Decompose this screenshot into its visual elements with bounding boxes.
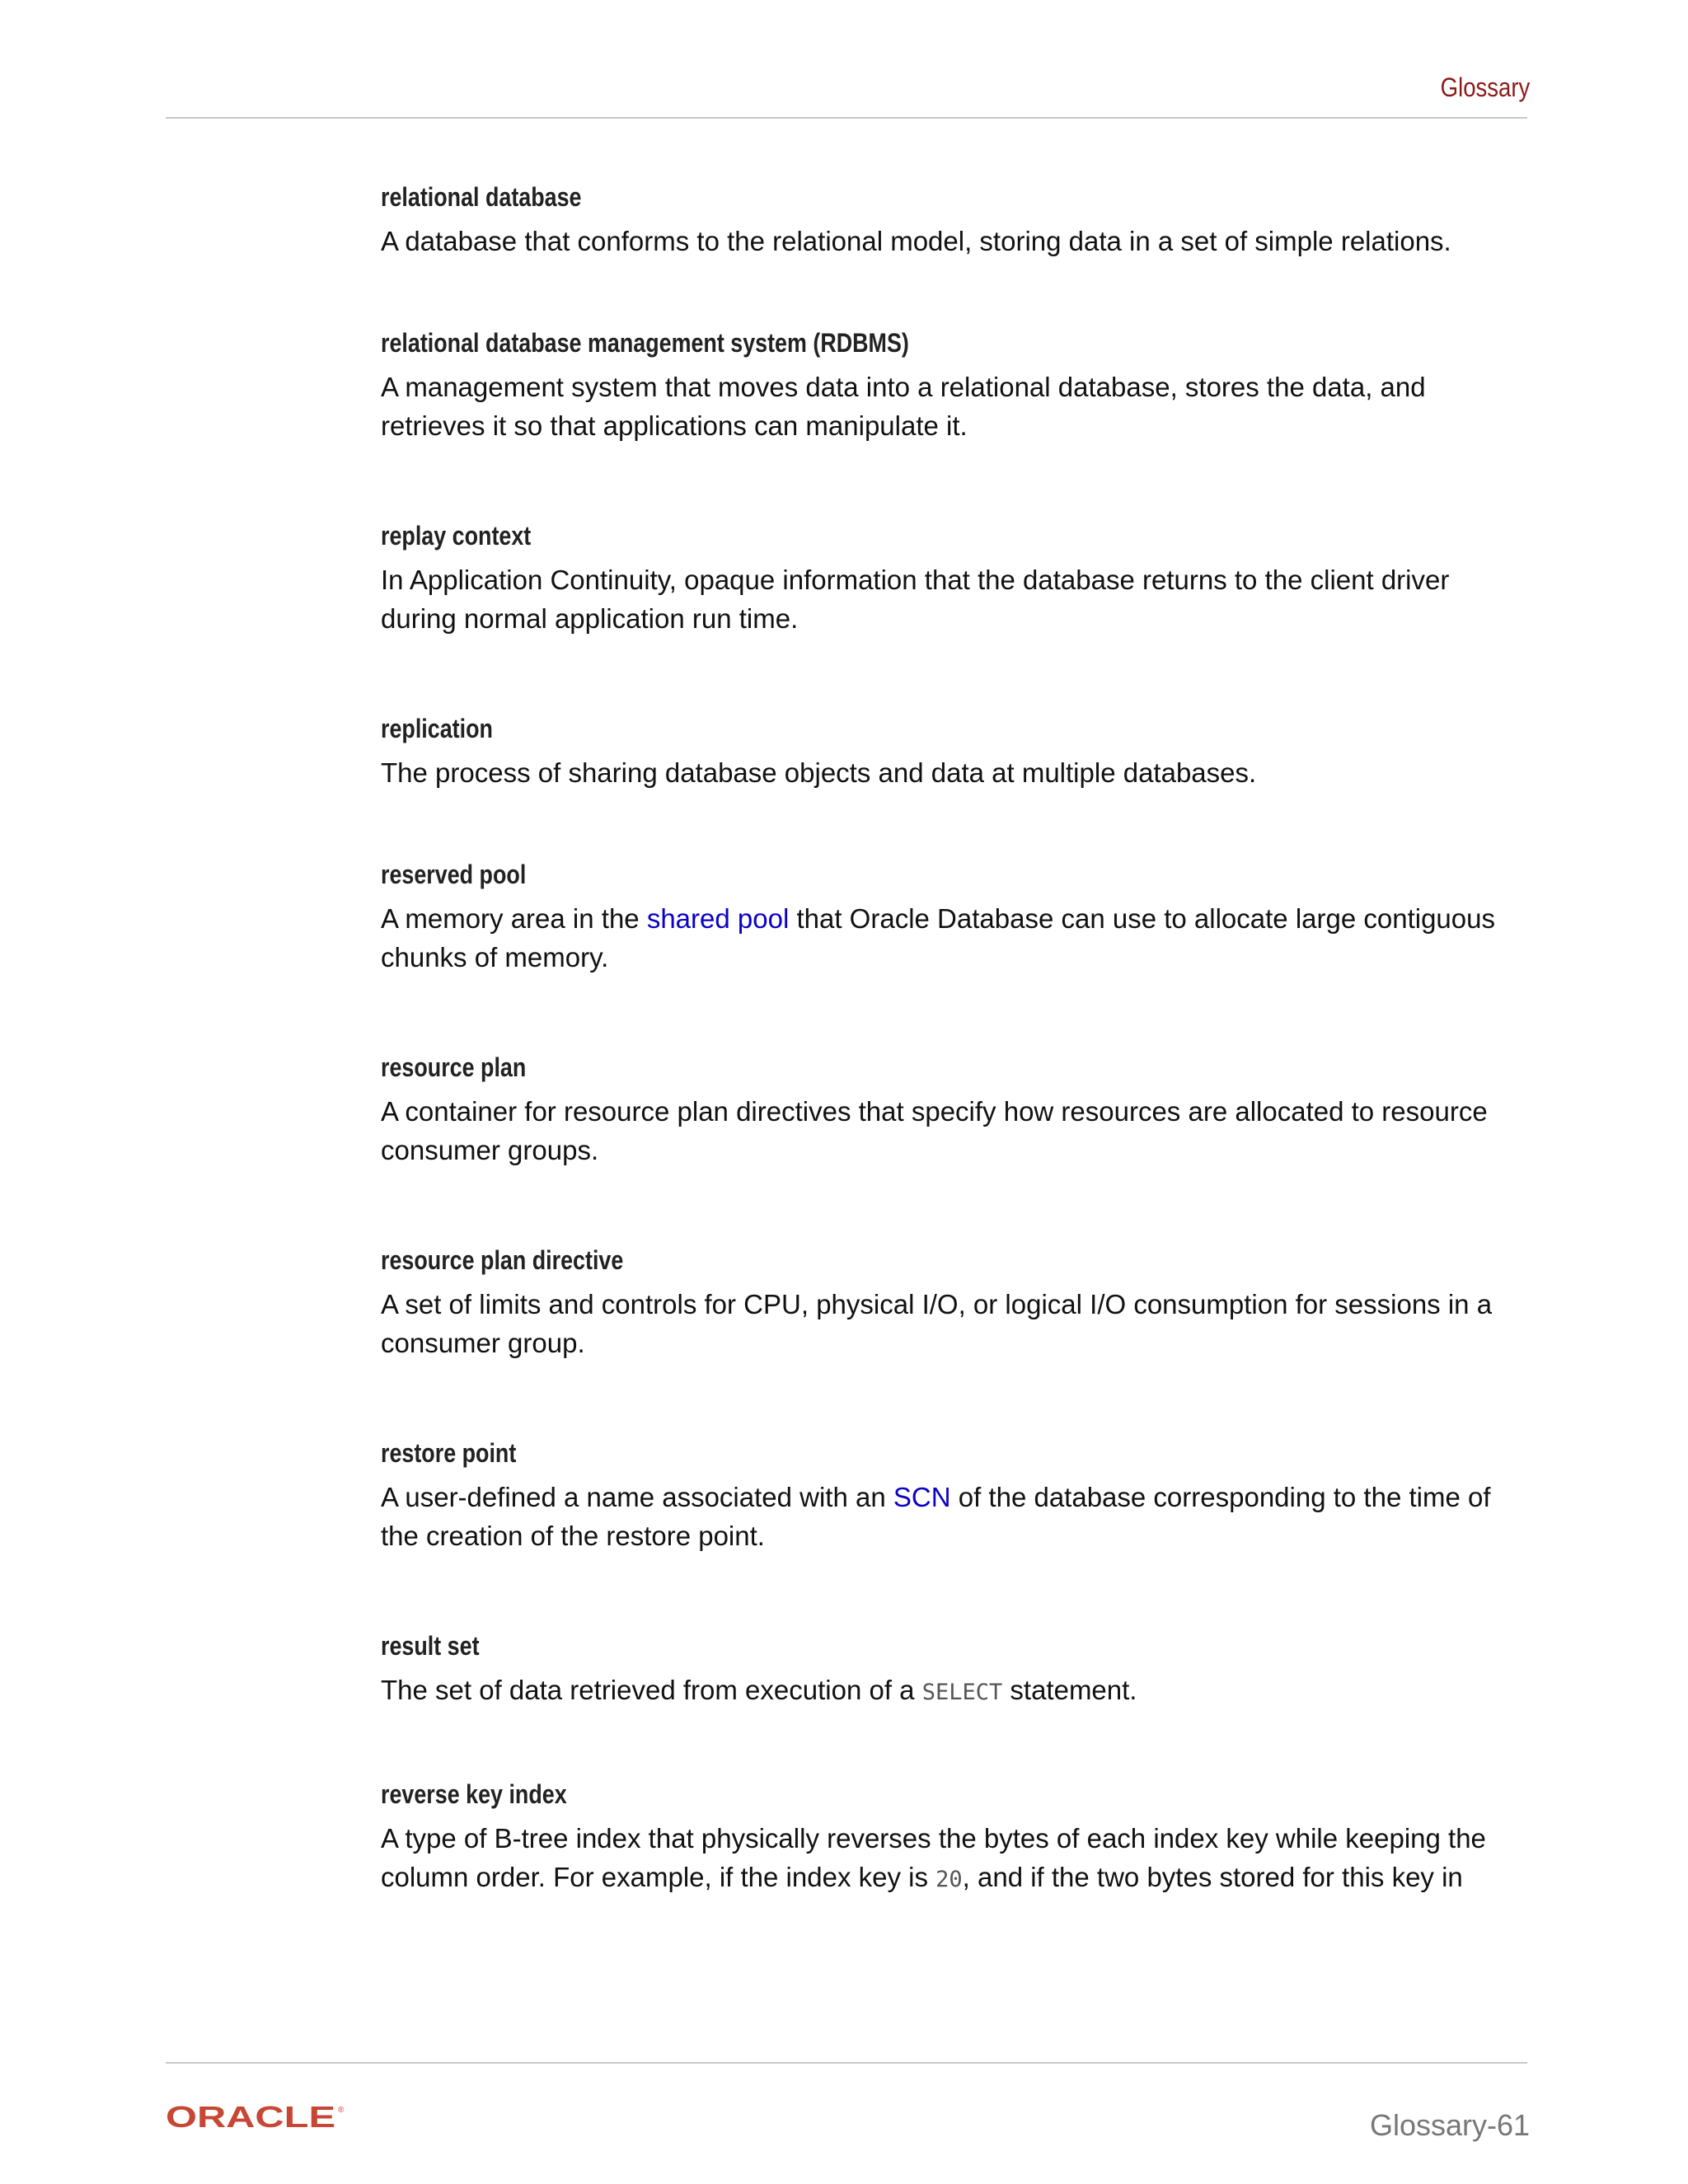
glossary-definition [381, 560, 1531, 638]
glossary-entry [381, 177, 1531, 260]
glossary-term: reverse key index [381, 1779, 567, 1809]
definition-text: A user-defined a name associated with an [381, 1482, 893, 1512]
glossary-definition [381, 753, 1531, 792]
glossary-entry [381, 1774, 1531, 1899]
definition-text: A container for resource plan directives that specify how resources are allocated to resource consumer groups. [381, 1096, 1488, 1165]
definition-text: A type of B-tree index that physically reverses the bytes of each index key while keeping the column order. For example, if the index key is [381, 1823, 1486, 1892]
glossary-entry [381, 1626, 1531, 1712]
glossary-entry [381, 323, 1531, 445]
glossary-entry [381, 516, 1531, 638]
definition-text: A management system that moves data into a relational database, stores the data, and retrieves it so that applications can manipulate it. [381, 372, 1426, 441]
definition-text: A database that conforms to the relational model, storing data in a set of simple relations. [381, 226, 1451, 256]
glossary-definition [381, 1819, 1531, 1899]
oracle-logo-wordmark: ORACLE [166, 2103, 335, 2131]
code-index-key: 20 [935, 1867, 963, 1892]
shared-pool-link[interactable]: shared pool [646, 903, 790, 934]
definition-text: of the database corresponding to the time of the creation of the restore point. [381, 1482, 1491, 1551]
glossary-definition [381, 1092, 1531, 1169]
glossary-entry [381, 1433, 1531, 1555]
header-divider [166, 117, 1527, 119]
scn-link[interactable]: SCN [893, 1482, 951, 1512]
glossary-term: reserved pool [381, 860, 527, 889]
glossary-term: resource plan [381, 1052, 527, 1082]
running-header: Glossary [1440, 73, 1530, 102]
code-select: SELECT [921, 1680, 1003, 1705]
definition-text: A memory area in the [381, 903, 647, 934]
glossary-entry [381, 709, 1531, 792]
glossary-entry [381, 1047, 1531, 1169]
definition-text: The process of sharing database objects and data at multiple databases. [381, 757, 1257, 788]
glossary-term: relational database management system (RDBMS) [381, 328, 909, 358]
definition-text: The set of data retrieved from execution of a [381, 1675, 922, 1705]
glossary-term: resource plan directive [381, 1245, 624, 1275]
oracle-logo [166, 2103, 347, 2131]
glossary-entry [381, 1240, 1531, 1362]
footer-divider [166, 2062, 1527, 2064]
page-number: Glossary-61 [1369, 2108, 1530, 2142]
registered-mark: ® [338, 2106, 345, 2115]
glossary-entry [381, 855, 1531, 977]
glossary-term: result set [381, 1631, 480, 1661]
glossary-definition [381, 222, 1531, 260]
glossary-definition [381, 368, 1531, 445]
definition-text: , and if the two bytes stored for this key in [962, 1862, 1463, 1892]
definition-text: statement. [1002, 1675, 1137, 1705]
glossary-definition [381, 899, 1531, 977]
glossary-term: replication [381, 714, 493, 743]
glossary-term: restore point [381, 1438, 517, 1468]
glossary-definition [381, 1671, 1531, 1712]
definition-text: In Application Continuity, opaque information that the database returns to the client driver during normal application run time. [381, 565, 1450, 634]
glossary-term: replay context [381, 521, 532, 551]
glossary-definition [381, 1285, 1531, 1362]
definition-text: that Oracle Database can use to allocate large contiguous chunks of memory. [381, 903, 1495, 972]
glossary-definition [381, 1478, 1531, 1555]
definition-text: A set of limits and controls for CPU, physical I/O, or logical I/O consumption for sessions in a consumer group. [381, 1289, 1493, 1358]
glossary-content [381, 177, 1531, 1899]
glossary-term: relational database [381, 182, 582, 212]
